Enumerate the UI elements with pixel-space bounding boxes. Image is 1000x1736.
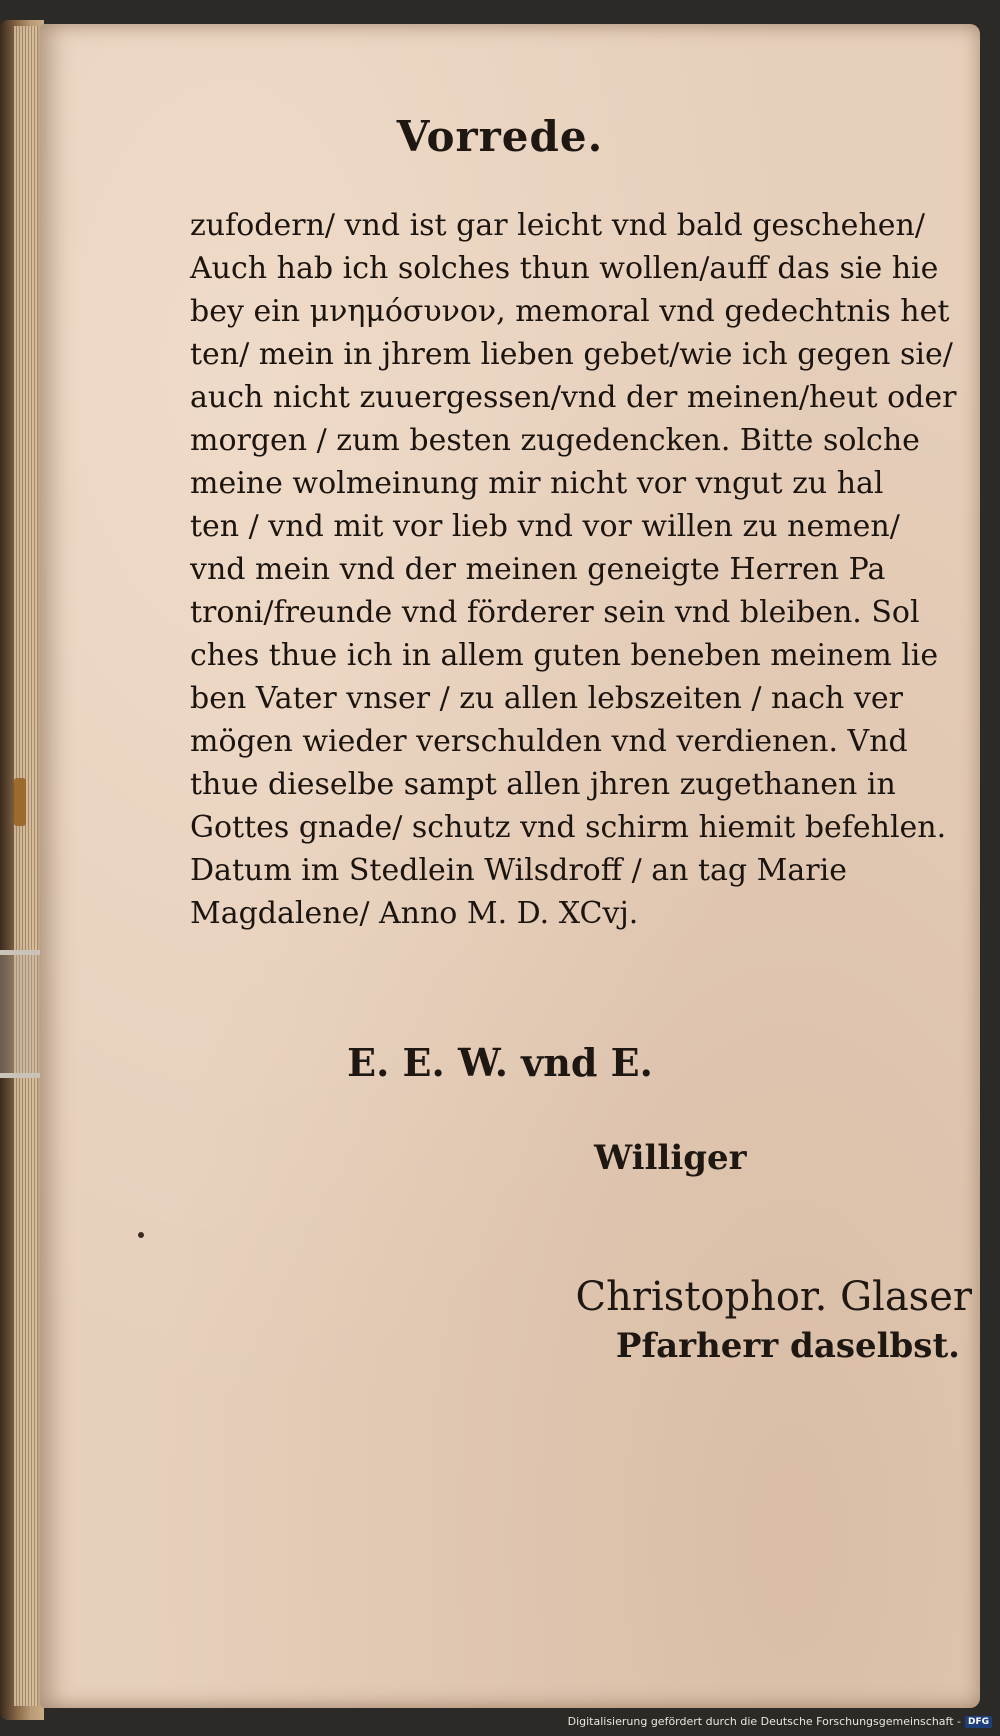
dfg-logo: DFG [965,1716,992,1728]
page-stack [14,26,38,1706]
text-line: bey ein μνημόσυνον, memoral vnd gedechtnis het [190,294,950,329]
text-line: morgen / zum besten zugedencken. Bitte solche [190,423,920,458]
ink-speck [138,1232,144,1238]
text-line: Magdalene/ Anno M. D. XCvj. [190,896,639,931]
text-line: troni/freunde vnd förderer sein vnd bleiben. Sol [190,595,920,630]
text-line: meine wolmeinung mir nicht vor vngut zu hal [190,466,884,501]
running-head: Vorrede. [396,112,604,161]
text-line: ten/ mein in jhrem lieben gebet/wie ich gegen sie/ [190,337,953,372]
author-initials: E. E. W. vnd E. [347,1040,653,1085]
text-line: ches thue ich in allem guten beneben meinem lie [190,638,939,673]
signer-title: Pfarherr daselbst. [615,1326,960,1366]
text-line: ten / vnd mit vor lieb vnd vor willen zu nemen/ [190,509,900,544]
text-line: Auch hab ich solches thun wollen/auff das sie hie [190,251,939,286]
signer-name: Christophor. Glaser [575,1274,972,1320]
footer-text: Digitalisierung gefördert durch die Deutsche Forschungsgemeinschaft - [567,1715,961,1728]
closing-word: Williger [594,1138,747,1178]
text-line: zufodern/ vnd ist gar leicht vnd bald geschehen/ [190,208,925,243]
text-line: Datum im Stedlein Wilsdroff / an tag Marie [190,853,847,888]
text-line: thue dieselbe sampt allen jhren zugethanen in [190,767,896,802]
text-line: Gottes gnade/ schutz vnd schirm hiemit befehlen. [190,810,947,845]
text-line: auch nicht zuuergessen/vnd der meinen/heut oder [190,380,957,415]
footer-credit [568,1715,992,1728]
text-line: vnd mein vnd der meinen geneigte Herren Pa [190,552,886,587]
text-line: mögen wieder verschulden vnd verdienen. Vnd [190,724,908,759]
preface-text [190,204,970,935]
metal-clip [14,778,26,826]
text-line: ben Vater vnser / zu allen lebszeiten / nach ver [190,681,903,716]
